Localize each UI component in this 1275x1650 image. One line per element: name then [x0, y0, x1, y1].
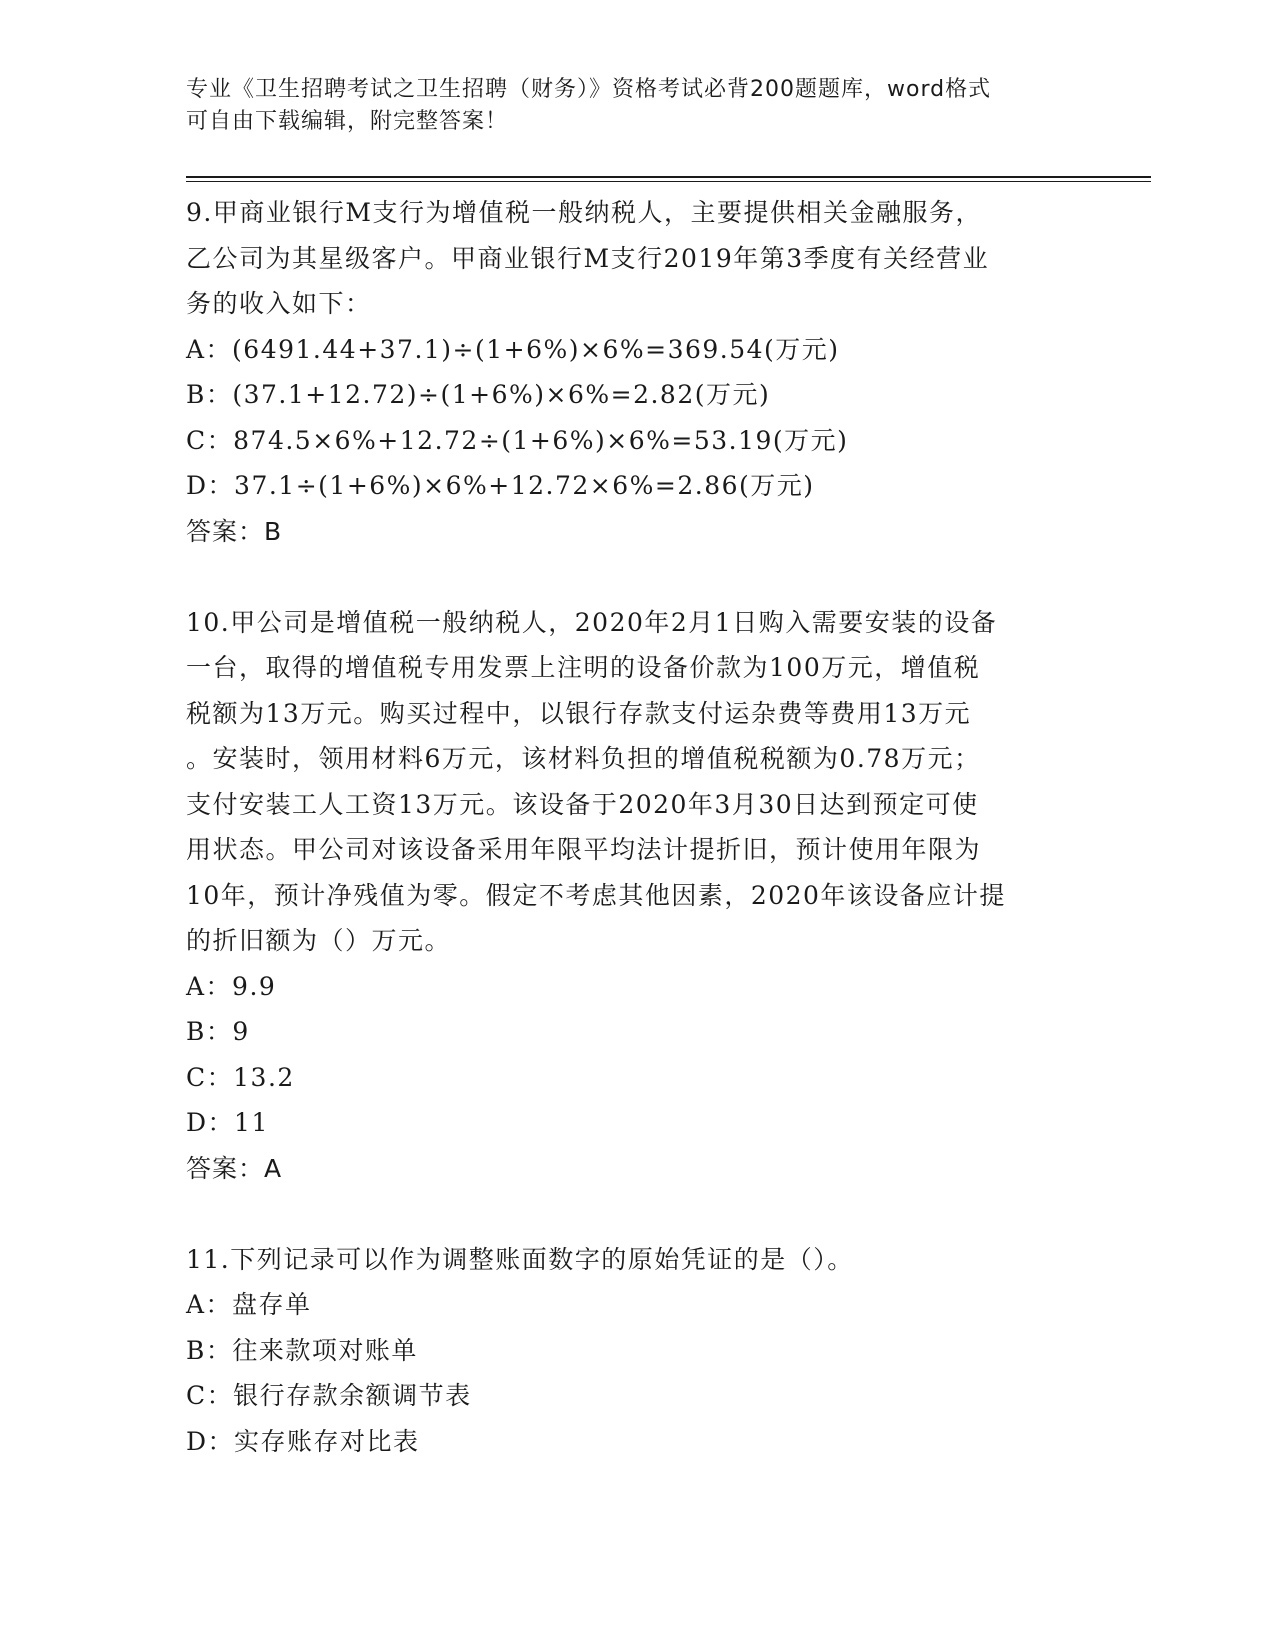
option-a: A：盘存单: [186, 1290, 312, 1319]
option-b: B：(37.1+12.72)÷(1+6%)×6%=2.82(万元): [186, 380, 771, 409]
question-stem-line: 务的收入如下：: [186, 289, 372, 318]
question-10: [186, 600, 1086, 1192]
header-divider-thin: [186, 181, 1151, 182]
option-a: A：9.9: [186, 971, 277, 1001]
option-b: B：往来款项对账单: [186, 1335, 418, 1365]
question-stem-line: 11.下列记录可以作为调整账面数字的原始凭证的是（）。: [186, 1244, 854, 1274]
question-11: [186, 1237, 1086, 1465]
question-stem-line: 10.甲公司是增值税一般纳税人，2020年2月1日购入需要安装的设备: [186, 607, 998, 637]
question-stem-line: 的折旧额为（）万元。: [186, 926, 452, 955]
option-d: D：11: [186, 1108, 269, 1137]
option-d: D：实存账存对比表: [186, 1426, 420, 1456]
question-stem-line: 支付安装工人工资13万元。该设备于2020年3月30日达到预定可使: [186, 789, 979, 819]
option-d: D：37.1÷(1+6%)×6%+12.72×6%=2.86(万元): [186, 471, 815, 500]
header-divider-thick: [186, 176, 1151, 178]
spacer: [186, 554, 1086, 600]
option-b: B：9: [186, 1017, 250, 1046]
question-stem-line: 9.甲商业银行M支行为增值税一般纳税人，主要提供相关金融服务，: [186, 198, 982, 227]
document-header: [186, 74, 1066, 138]
option-c: C：874.5×6%+12.72÷(1+6%)×6%=53.19(万元): [186, 425, 849, 455]
question-stem-line: 乙公司为其星级客户。甲商业银行M支行2019年第3季度有关经营业: [186, 243, 990, 273]
answer-label: 答案：B: [186, 516, 283, 546]
question-stem-line: 用状态。甲公司对该设备采用年限平均法计提折旧，预计使用年限为: [186, 835, 982, 864]
option-a: A：(6491.44+37.1)÷(1+6%)×6%=369.54(万元): [186, 334, 840, 364]
header-title-line-2: 可自由下载编辑，附完整答案！: [186, 109, 509, 134]
answer-label: 答案：A: [186, 1153, 283, 1183]
header-title-line-1: 专业《卫生招聘考试之卫生招聘（财务）》资格考试必背200题题库，word格式: [186, 77, 992, 102]
question-9: [186, 190, 1086, 554]
spacer: [186, 1191, 1086, 1237]
question-stem-line: 10年，预计净残值为零。假定不考虑其他因素，2020年该设备应计提: [186, 880, 1006, 910]
question-stem-line: 。安装时，领用材料6万元，该材料负担的增值税税额为0.78万元；: [186, 744, 981, 773]
question-list: [186, 190, 1086, 1464]
question-stem-line: 一台，取得的增值税专用发票上注明的设备价款为100万元，增值税: [186, 653, 981, 682]
option-c: C：银行存款余额调节表: [186, 1381, 472, 1410]
option-c: C：13.2: [186, 1062, 295, 1092]
question-stem-line: 税额为13万元。购买过程中，以银行存款支付运杂费等费用13万元: [186, 698, 972, 728]
